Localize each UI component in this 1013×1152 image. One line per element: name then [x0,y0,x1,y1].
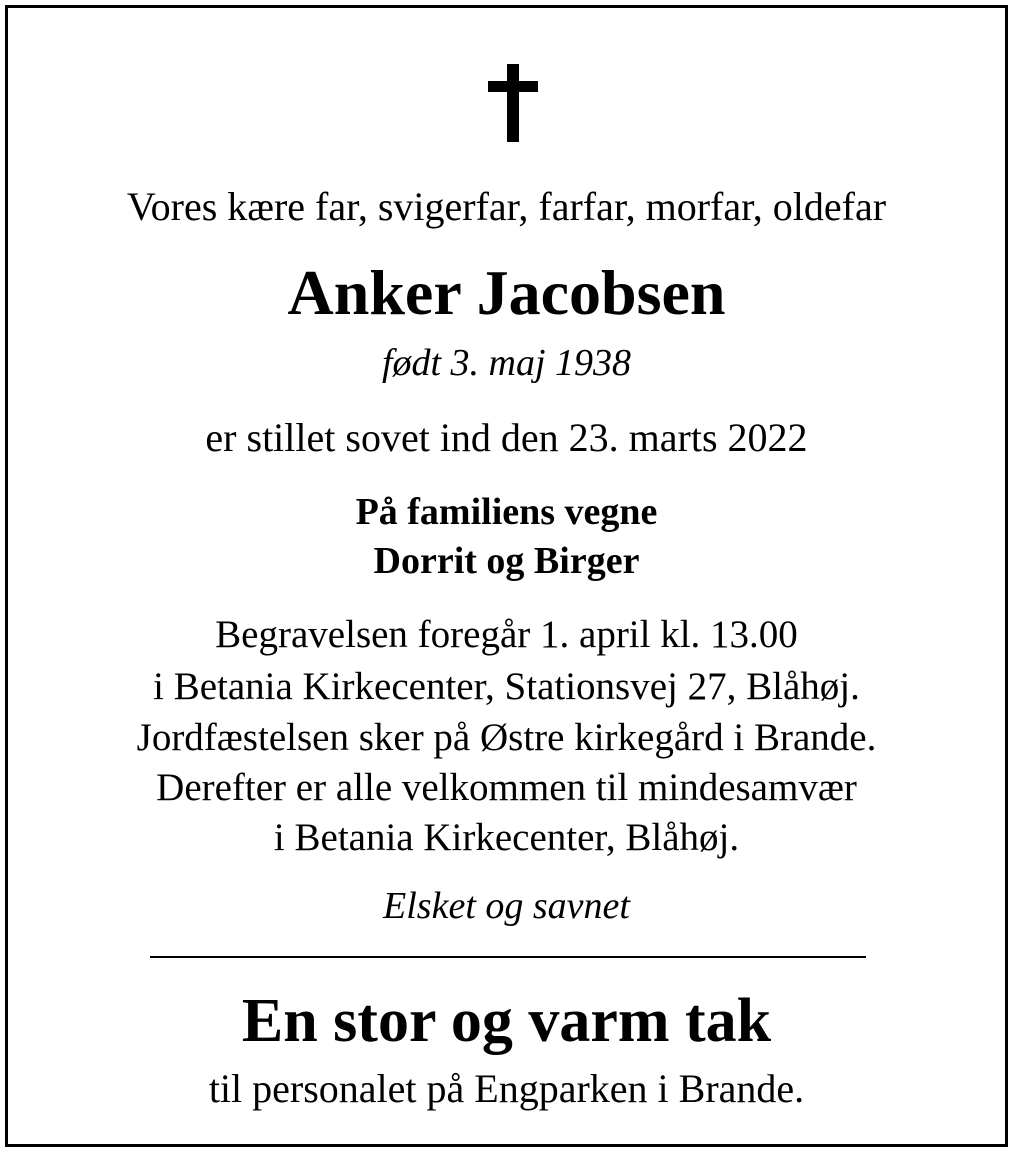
funeral-line: i Betania Kirkecenter, Stationsvej 27, Blåhøj. [153,665,860,708]
divider [150,956,866,958]
cross-icon [488,64,538,142]
intro-text: Vores kære far, svigerfar, farfar, morfar, oldefar [126,184,887,229]
funeral-line: Begravelsen foregår 1. april kl. 13.00 [215,613,798,656]
thanks-heading: En stor og varm tak [241,987,772,1055]
family-on-behalf: På familiens vegne [355,491,658,533]
funeral-line: Derefter er alle velkommen til mindesamvær [156,766,857,809]
birth-date: født 3. maj 1938 [381,342,632,384]
funeral-line: Jordfæstelsen sker på Østre kirkegård i Brande. [136,716,877,759]
deceased-name: Anker Jacobsen [287,257,726,328]
closing-text: Elsket og savnet [383,885,630,927]
funeral-line: i Betania Kirkecenter, Blåhøj. [273,816,740,859]
thanks-text: til personalet på Engparken i Brande. [208,1066,805,1111]
family-names: Dorrit og Birger [373,540,640,582]
death-date: er stillet sovet ind den 23. marts 2022 [205,415,808,460]
